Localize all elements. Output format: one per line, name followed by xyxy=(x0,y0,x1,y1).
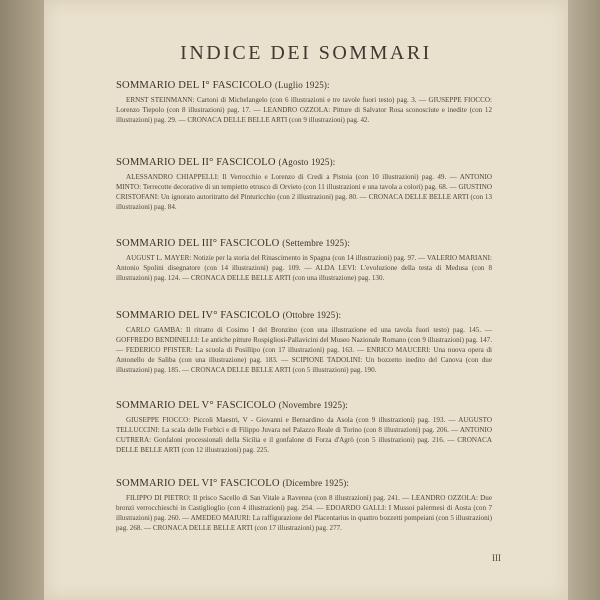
section-body xyxy=(116,253,492,283)
summary-section-1 xyxy=(116,80,492,125)
left-background xyxy=(0,0,44,600)
section-heading xyxy=(116,80,492,91)
section-heading-text: SOMMARIO DEL V° FASCICOLO xyxy=(116,400,276,411)
section-heading xyxy=(116,157,492,168)
section-text: GIUSEPPE FIOCCO: Piccoli Maestri, V - Giovanni e Bernardino da Asola (con 9 illustrazioni) pag. 193. — AUGUSTO TELLUCCINI: La scala delle Forbici e di Filippo Juvara nel Palazzo Reale di Torino (con 8 illustrazioni) pag. 206. — ANTONIO CUTRERA: Gonfaloni processionali della Sicilia e il gonfalone di Forza d'Agrò (con 5 illustrazioni) pag. 216. — CRONACA DELLE BELLE ARTI (con 12 illustrazioni) pag. 225. xyxy=(116,416,492,454)
document-page xyxy=(44,0,568,600)
section-heading-text: SOMMARIO DEL I° FASCICOLO xyxy=(116,80,273,91)
section-body xyxy=(116,172,492,212)
section-text: CARLO GAMBA: Il ritratto di Cosimo I del Bronzino (con una illustrazione ed una tavola fuori testo) pag. 145. — GOFFREDO BENDINELLI: Le antiche pitture Rospigliosi-Pallavicini del Museo Nazionale Romano (con 9 illustrazioni) pag. 147. — FEDERICO PFISTER: La scuola di Posillipo (con 17 illustrazioni) pag. 163. — ENRICO MAUCERI: Una nuova opera di Antonello de Saliba (con una illustrazione) pag. 183. — SCIPIONE TADOLINI: Un bozzetto inedito del Canova (con due illustrazioni) pag. 185. — CRONACA DELLE BELLE ARTI (con 5 illustrazioni) pag. 190. xyxy=(116,326,492,374)
section-heading xyxy=(116,310,492,321)
section-heading xyxy=(116,400,492,411)
section-heading xyxy=(116,238,492,249)
section-date: (Dicembre 1925): xyxy=(282,478,350,488)
section-text: ALESSANDRO CHIAPPELLI: Il Verrocchio e Lorenzo di Credi a Pistoia (con 10 illustrazioni) pag. 49. — ANTONIO MINTO: Terrecotte decorative di un tempietto etrusco di Orvieto (con 11 illustrazioni e una tavola a colori) pag. 68. — GIUSTINO CRISTOFANI: Un ignorato autoritratto del Pinturicchio (con 2 illustrazioni) pag. 80. — CRONACA DELLE BELLE ARTI (con 13 illustrazioni) pag. 84. xyxy=(116,173,492,211)
section-heading xyxy=(116,478,492,489)
section-date: (Novembre 1925): xyxy=(278,400,348,410)
section-body xyxy=(116,325,492,375)
section-body xyxy=(116,493,492,533)
section-text: AUGUST L. MAYER: Notizie per la storia del Rinascimento in Spagna (con 14 illustrazioni) pag. 97. — VALERIO MARIANI: Antonio Spolini disegnatore (con 14 illustrazioni) pag. 109. — ALDA LEVI: L'evoluzione della testa di Medusa (con 8 illustrazioni) pag. 124. — CRONACA DELLE BELLE ARTI (con una illustrazione) pag. 130. xyxy=(116,254,492,282)
section-text: ERNST STEINMANN: Cartoni di Michelangelo (con 6 illustrazioni e tre tavole fuori testo) pag. 3. — GIUSEPPE FIOCCO: Lorenzo Tiepolo (con 8 illustrazioni) pag. 17. — LEANDRO OZZOLA: Pitture di Salvator Rosa sconosciute e inedite (con 12 illustrazioni) pag. 29. — CRONACA DELLE BELLE ARTI (con 9 illustrazioni) pag. 42. xyxy=(116,96,492,124)
summary-section-4 xyxy=(116,310,492,375)
section-date: (Agosto 1925): xyxy=(278,157,336,167)
right-background xyxy=(568,0,600,600)
section-text: FILIPPO DI PIETRO: Il prisco Sacello di San Vitale a Ravenna (con 8 illustrazioni) pag. 241. — LEANDRO OZZOLA: Due bronzi verrocchieschi in Castiglioglio (con 4 illustrazioni) pag. 254. — EDOARDO GALLI: I Mussoi palermesi di Aosta (con 7 illustrazioni) pag. 260. — AMEDEO MAIURI: La raffigurazione del Placentarius in quattro bozzetti pompeiani (con 5 illustrazioni) pag. 268. — CRONACA DELLE BELLE ARTI (con 17 illustrazioni) pag. 277. xyxy=(116,494,492,532)
section-heading-text: SOMMARIO DEL II° FASCICOLO xyxy=(116,157,276,168)
summary-section-5 xyxy=(116,400,492,455)
page-title: INDICE DEI SOMMARI xyxy=(180,42,432,64)
section-heading-text: SOMMARIO DEL III° FASCICOLO xyxy=(116,238,280,249)
section-date: (Settembre 1925): xyxy=(282,238,350,248)
section-body xyxy=(116,415,492,455)
summary-section-2 xyxy=(116,157,492,212)
section-date: (Ottobre 1925): xyxy=(282,310,342,320)
summary-section-3 xyxy=(116,238,492,283)
page-number: III xyxy=(492,553,501,563)
summary-section-6 xyxy=(116,478,492,533)
section-body xyxy=(116,95,492,125)
section-heading-text: SOMMARIO DEL VI° FASCICOLO xyxy=(116,478,280,489)
section-heading-text: SOMMARIO DEL IV° FASCICOLO xyxy=(116,310,280,321)
section-date: (Luglio 1925): xyxy=(274,80,330,90)
